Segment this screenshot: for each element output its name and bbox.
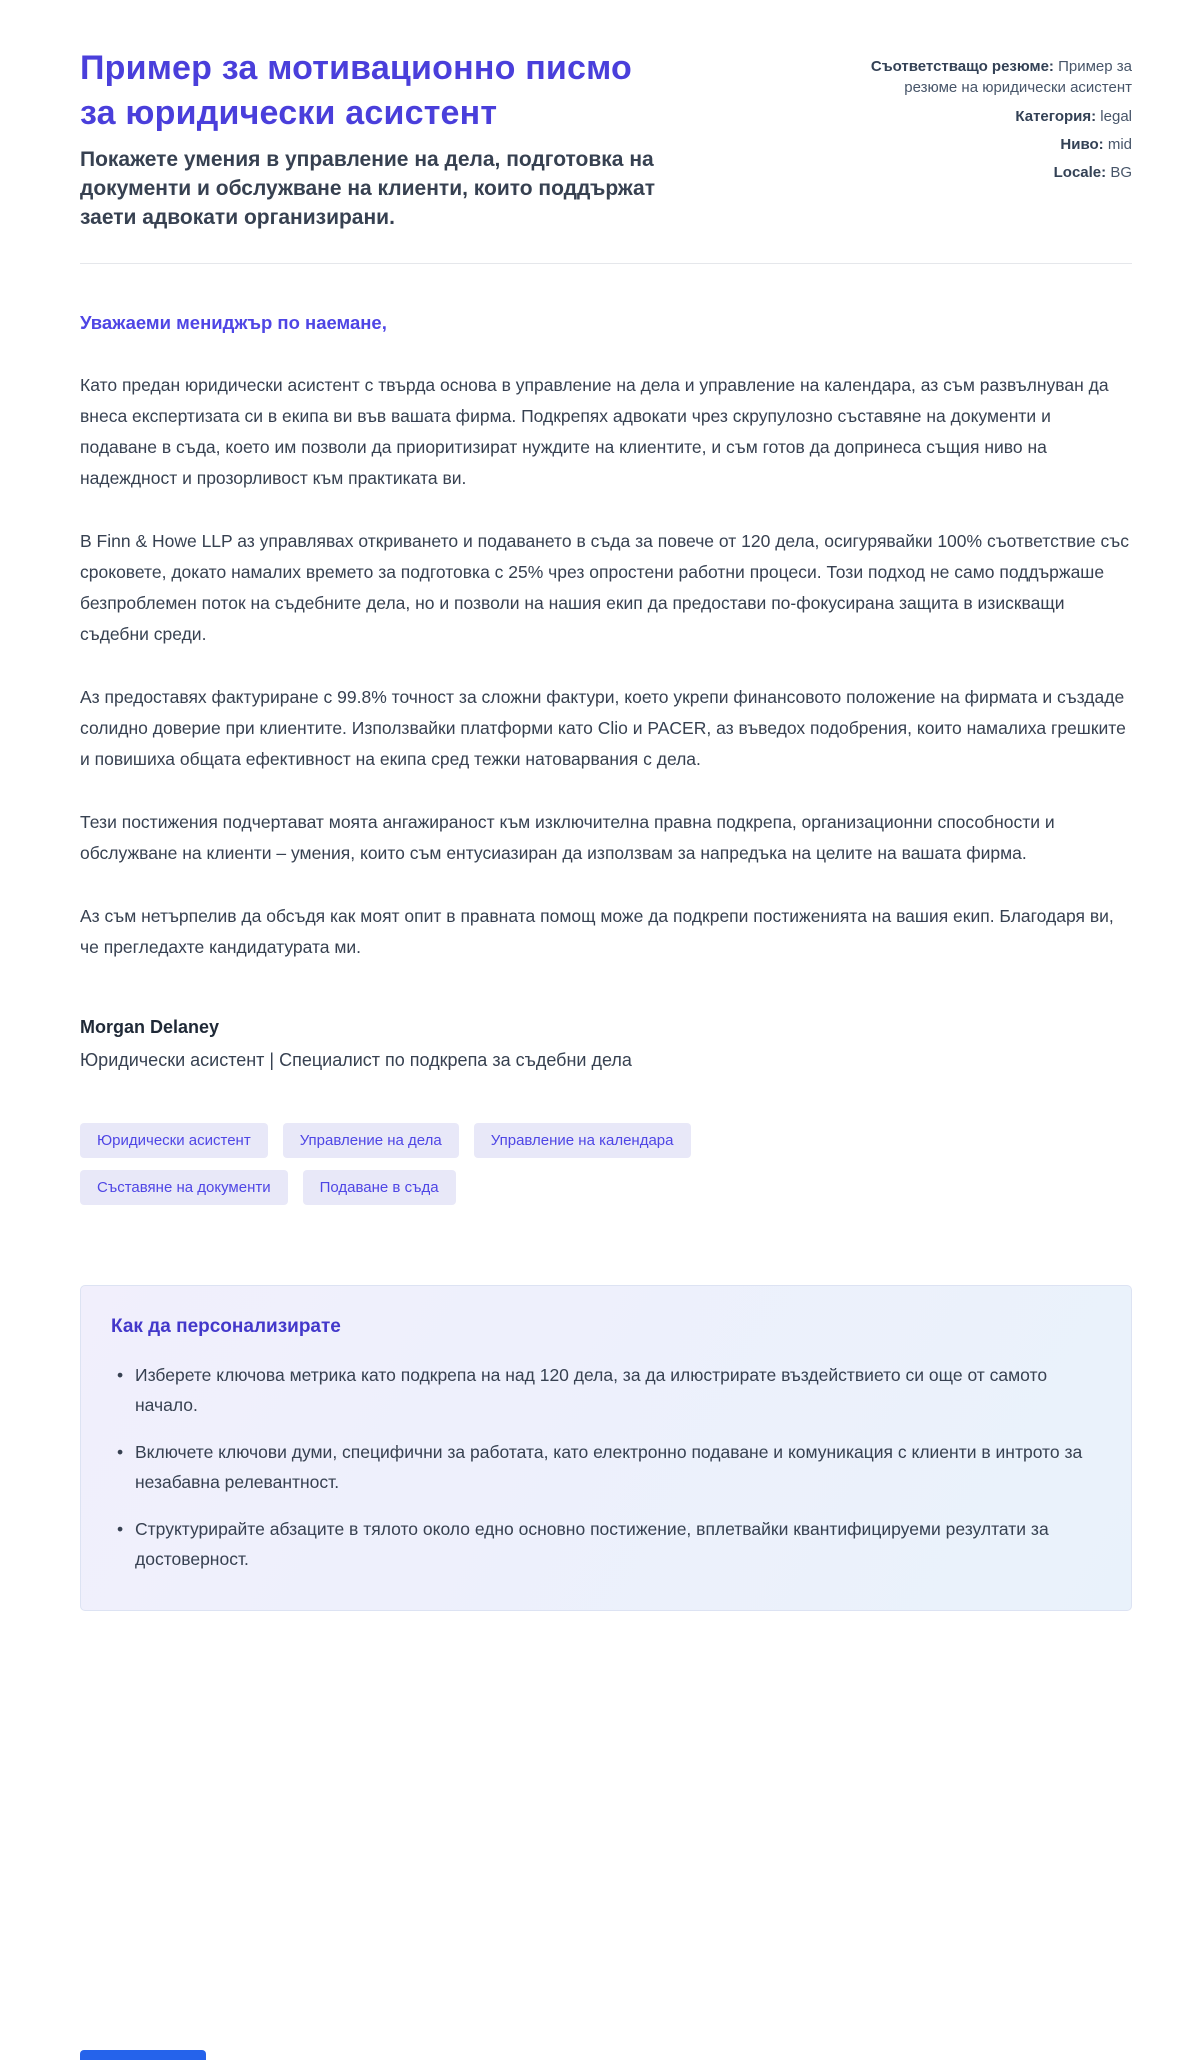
header-left <box>80 46 670 233</box>
skill-tag: Юридически асистент <box>80 1123 268 1158</box>
letter-greeting: Уважаеми мениджър по наемане, <box>80 311 387 333</box>
meta-resume-value: Пример за резюме на юридически асистент <box>904 58 1132 97</box>
meta-level <box>870 134 1132 155</box>
signature-title: Юридически асистент | Специалист по подкрепа за съдебни дела <box>80 1049 632 1070</box>
page-title: Пример за мотивационно писмо за юридически асистент <box>80 49 633 132</box>
meta-locale-label: Locale: <box>1053 164 1107 182</box>
personalize-bullet: • Структурирайте абзаците в тялото около едно основно постижение, вплетвайки квантифицируеми резултати за достоверност. <box>111 1514 1099 1574</box>
meta-resume <box>870 56 1132 99</box>
personalize-bullet: • Включете ключови думи, специфични за работата, като електронно подаване и комуникация с клиенти в интрото за незабавна релевантност. <box>111 1437 1099 1497</box>
skill-tag: Подаване в съда <box>303 1170 456 1205</box>
page-subtitle: Покажете умения в управление на дела, подготовка на документи и обслужване на клиенти, които поддържат заети адвокати организирани. <box>80 147 656 229</box>
skill-tag: Управление на календара <box>474 1123 691 1158</box>
meta-level-label: Ниво: <box>1060 135 1104 153</box>
cutoff-button-fragment[interactable] <box>80 2050 206 2060</box>
header-meta <box>870 46 1132 233</box>
personalize-bullet: • Изберете ключова метрика като подкрепа на над 120 дела, за да илюстрирате въздействието си още от самото начало. <box>111 1360 1099 1420</box>
personalize-box <box>80 1285 1132 1611</box>
meta-level-value: mid <box>1107 135 1132 153</box>
personalize-box-title: Как да персонализирате <box>111 1315 341 1337</box>
meta-category-label: Категория: <box>1015 107 1097 125</box>
meta-locale-value: BG <box>1110 164 1132 182</box>
meta-category <box>870 106 1132 127</box>
letter-body <box>80 370 1132 963</box>
meta-locale <box>870 162 1132 183</box>
skill-tag: Съставяне на документи <box>80 1170 288 1205</box>
letter-paragraph: Аз съм нетърпелив да обсъдя как моят опит в правната помощ може да подкрепи постиженията на вашия екип. Благодаря ви, че прегледахте кандидатурата ми. <box>80 905 1114 957</box>
signature-name: Morgan Delaney <box>80 1016 220 1037</box>
letter-paragraph: Тези постижения подчертават моята ангажираност към изключителна правна подкрепа, организационни способности и обслужване на клиенти – умения, които съм ентусиазиран да използвам за напредъка на целите на вашата фирма. <box>80 811 1055 863</box>
header-divider <box>80 263 1132 264</box>
letter-paragraph: Като предан юридически асистент с твърда основа в управление на дела и управление на календара, аз съм развълнуван да внеса експертизата си в екипа ви във вашата фирма. Подкрепях адвокати чрез скрупулозно съставяне на документи и подаване в съда, което им позволи да приоритизират нуждите на клиентите, и съм готов да допринеса същия ниво на надеждност и прозорливост към практиката ви. <box>80 374 1109 488</box>
skill-tags <box>80 1123 780 1205</box>
meta-resume-label: Съответстващо резюме: <box>870 58 1054 75</box>
letter-paragraph: Аз предоставях фактуриране с 99.8% точност за сложни фактури, което укрепи финансовото положение на фирмата и създаде солидно доверие при клиентите. Използвайки платформи като Clio и PACER, аз въведох подобрения, които намалиха грешките и повишиха общата ефективност на екипа сред тежки натоварвания с дела. <box>80 686 1126 769</box>
personalize-bullet-list <box>111 1360 1099 1574</box>
meta-category-value: legal <box>1100 107 1132 125</box>
letter-paragraph: В Finn & Howe LLP аз управлявах откриването и подаването в съда за повече от 120 дела, осигурявайки 100% съответствие със сроковете, докато намалих времето за подготовка с 25% чрез опростени работни процеси. Този подход не само поддържаше безпроблемен поток на съдебните дела, но и позволи на нашия екип да предостави по-фокусирана защита в изискващи съдебни среди. <box>80 530 1129 644</box>
header <box>80 46 1132 233</box>
skill-tag: Управление на дела <box>283 1123 459 1158</box>
signature-block <box>80 1017 1132 1071</box>
